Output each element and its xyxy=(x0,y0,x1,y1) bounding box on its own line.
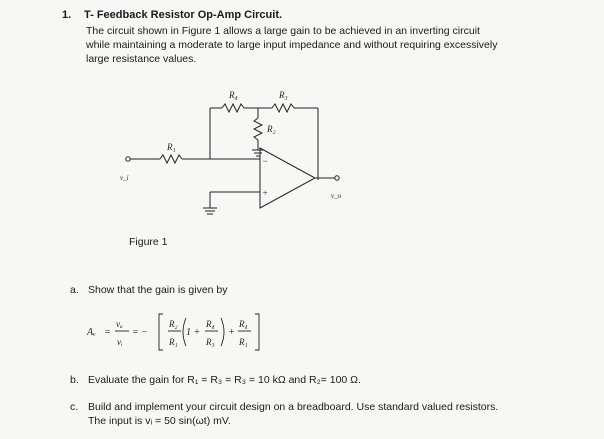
figure-caption: Figure 1 xyxy=(129,236,168,248)
eq-right-paren xyxy=(221,318,224,346)
label-r4: R₄ xyxy=(229,90,238,100)
eq-r3: R₃ xyxy=(206,337,215,347)
part-a-text: Show that the gain is given by xyxy=(88,284,228,296)
label-vo: v_o xyxy=(331,192,342,200)
problem-number: 1. xyxy=(62,9,72,21)
eq-r1b: R₁ xyxy=(239,337,248,347)
eq-r2: R₂ xyxy=(169,319,178,329)
problem-title-text: T- Feedback Resistor Op-Amp Circuit. xyxy=(84,9,283,21)
part-c xyxy=(70,400,588,428)
part-b-text: Evaluate the gain for R₁ = R₃ = R₃ = 10 kΩ and R₂= 100 Ω. xyxy=(88,374,361,386)
part-a-letter: a. xyxy=(70,284,79,296)
input-terminal xyxy=(126,157,130,161)
intro-paragraph xyxy=(86,24,566,66)
resistor-r2 xyxy=(254,118,262,140)
resistor-r1 xyxy=(160,155,182,163)
eq-lhs: Aᵥ xyxy=(87,327,96,338)
eq-left-bracket xyxy=(159,314,163,350)
eq-equals-1: = xyxy=(104,327,111,338)
part-c-line-1: Build and implement your circuit design on a breadboard. Use standard valued resistors. xyxy=(88,401,499,413)
part-b xyxy=(70,373,361,387)
label-vi: v_i xyxy=(120,174,129,182)
eq-r4: R₄ xyxy=(206,319,215,329)
label-r2: R₂ xyxy=(267,124,276,134)
eq-r1: R₁ xyxy=(169,337,178,347)
problem-title xyxy=(62,9,282,21)
eq-equals-2: = − xyxy=(132,327,148,338)
resistor-r4 xyxy=(222,104,244,112)
output-terminal xyxy=(335,176,339,180)
intro-line-3: large resistance values. xyxy=(86,53,197,65)
part-a xyxy=(70,283,228,297)
resistor-r3 xyxy=(272,104,294,112)
op-amp xyxy=(260,148,315,208)
opamp-minus: − xyxy=(262,156,269,166)
part-c-line-2: The input is vᵢ = 50 sin(ωt) mV. xyxy=(88,415,231,427)
eq-one-plus: 1 + xyxy=(186,327,201,338)
intro-line-2: while maintaining a moderate to large input impedance and without requiring excessively xyxy=(86,39,498,51)
gain-equation xyxy=(85,308,285,354)
eq-vo: vₒ xyxy=(116,319,123,329)
label-r3: R₃ xyxy=(279,90,288,100)
eq-plus: + xyxy=(228,327,235,338)
label-r1: R₁ xyxy=(167,142,176,152)
eq-right-bracket xyxy=(255,314,259,350)
intro-line-1: The circuit shown in Figure 1 allows a large gain to be achieved in an inverting circuit xyxy=(86,25,480,37)
opamp-plus: + xyxy=(262,188,269,198)
eq-r4b: R₄ xyxy=(239,319,248,329)
part-b-letter: b. xyxy=(70,374,79,386)
part-c-letter: c. xyxy=(70,401,79,413)
eq-vi: vᵢ xyxy=(117,337,123,347)
circuit-diagram xyxy=(110,80,370,230)
